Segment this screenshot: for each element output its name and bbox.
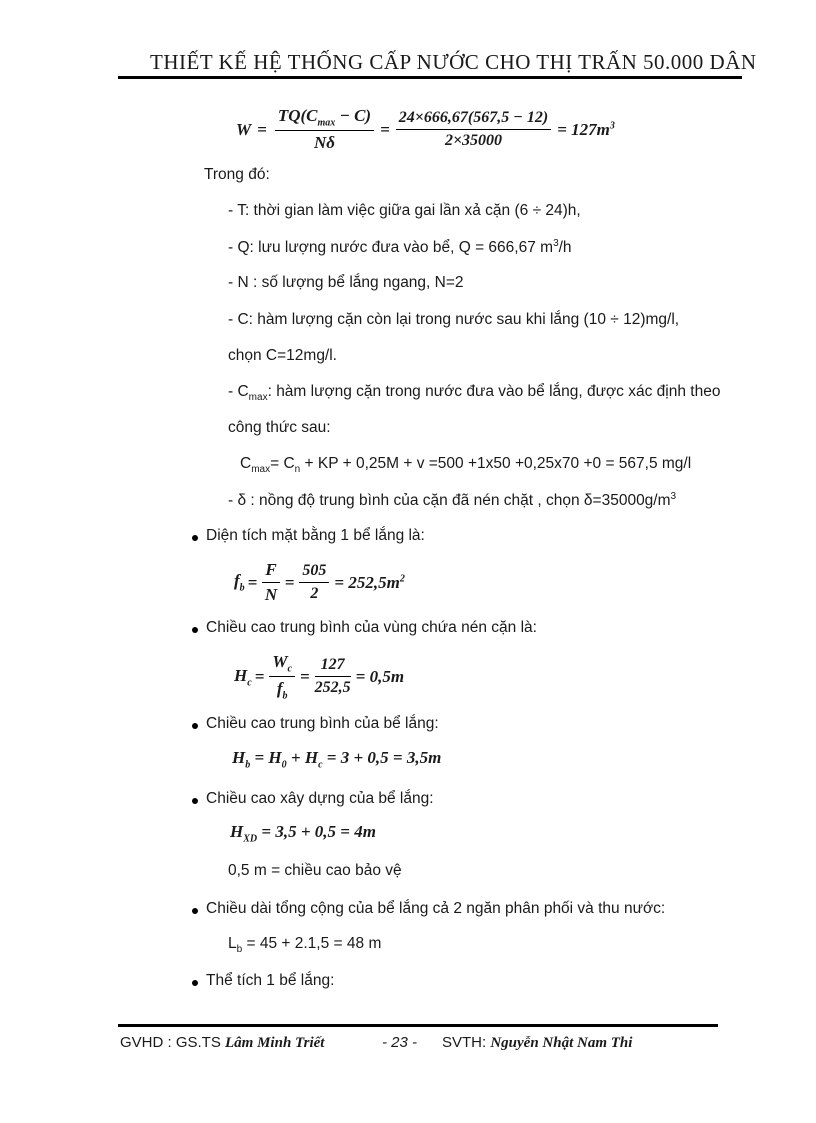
page-header-title: THIẾT KẾ HỆ THỐNG CẤP NƯỚC CHO THỊ TRẤN 50.000 DÂN (150, 50, 757, 74)
footer-gvhd: GVHD : GS.TS (120, 1034, 226, 1051)
equation-hc: $H_c$ = $\frac{W_c}{f_b}$ = $\frac{127}{252,5}$ = 0,5m (234, 652, 405, 702)
bullet-dot (192, 723, 198, 729)
equation-hb: $H_b = H_0 + H_c = 3 + 0,5 = 3,5m$ (232, 748, 442, 771)
footer-svth-name: Nguyễn Nhật Nam Thi (490, 1035, 633, 1051)
bullet-build-height: Chiều cao xây dựng của bể lắng: (206, 790, 434, 807)
footer-page-number: - 23 - (382, 1034, 418, 1051)
bullet-dot (192, 980, 198, 986)
footer (120, 1034, 324, 1052)
bullet-dot (192, 908, 198, 914)
eq-w-lhs: W (236, 119, 252, 139)
eq-w-num1: TQ(C (277, 106, 318, 125)
eq-w-result-sup: 3 (609, 120, 615, 132)
length-formula: $L_b = 45 + 2.1,5 = 48$ m (228, 935, 382, 956)
equation-fb: $f_b$ = $\frac{F}{N}$ = $\frac{505}{2}$ = $252,5m^2$ (234, 560, 405, 604)
bullet-dot (192, 627, 198, 633)
bullet-tank-height: Chiều cao trung bình của bể lắng: (206, 715, 439, 732)
def-t: - T: thời gian làm việc giữa gai lần xả cặn (6 ÷ 24)h, (228, 202, 581, 219)
equation-hxd: $H_{XD} = 3,5 + 0,5 = 4m$ (230, 822, 376, 845)
eq-w-num1-sub: max (317, 117, 336, 129)
cmax-formula: $C_{max}= C_n$ + KP + 0,25M + v =500 +1x50 +0,25x70 +0 = 567,5 mg/l (240, 455, 692, 476)
bullet-volume: Thể tích 1 bể lắng: (206, 972, 335, 989)
def-c-line2: chọn C=12mg/l. (228, 347, 337, 364)
bullet-sludge-height: Chiều cao trung bình của vùng chứa nén cặn là: (206, 619, 537, 636)
def-c-line1: - C: hàm lượng cặn còn lại trong nước sau khi lắng (10 ÷ 12)mg/l, (228, 311, 680, 328)
footer-rule (118, 1024, 718, 1027)
footer-gvhd-name: Lâm Minh Triết (225, 1035, 325, 1051)
bullet-area: Diện tích mặt bằng 1 bể lắng là: (206, 527, 425, 544)
intro-label: Trong đó: (204, 166, 270, 183)
header-rule (118, 76, 742, 79)
def-n: - N : số lượng bể lắng ngang, N=2 (228, 274, 464, 291)
eq-w-num2: 24×666,67(567,5 − 12) (396, 109, 551, 130)
def-cmax-line2: công thức sau: (228, 419, 331, 436)
eq-w-result: = 127m (557, 119, 610, 139)
eq-w-num1-end: − C) (335, 106, 372, 125)
eq-w-den2: 2×35000 (444, 132, 503, 150)
def-delta: - δ : nồng độ trung bình của cặn đã nén chặt , chọn $\delta=35000g/m^3$ (228, 491, 677, 510)
protection-height-note: 0,5 m = chiều cao bảo vệ (228, 862, 402, 879)
def-q: - Q: lưu lượng nước đưa vào bể, Q = 666,67 $m^3/h$ (228, 238, 572, 257)
def-cmax-line1: - $C_{max}$: hàm lượng cặn trong nước đưa vào bể lắng, được xác định theo (228, 383, 721, 404)
eq-w-den1: Nδ (313, 133, 335, 153)
bullet-dot (192, 798, 198, 804)
footer-svth: SVTH: Nguyễn Nhật Nam Thi (442, 1034, 633, 1051)
equation-w: W = $\frac{TQ(C_{max} - C)}{N\delta}$ = $\frac{24\times 666,67(567,5 - 12)}{2\times 35000}$ = $127m^3$ (236, 106, 615, 153)
bullet-total-length: Chiều dài tổng cộng của bể lắng cả 2 ngăn phân phối và thu nước: (206, 900, 666, 917)
bullet-dot (192, 535, 198, 541)
